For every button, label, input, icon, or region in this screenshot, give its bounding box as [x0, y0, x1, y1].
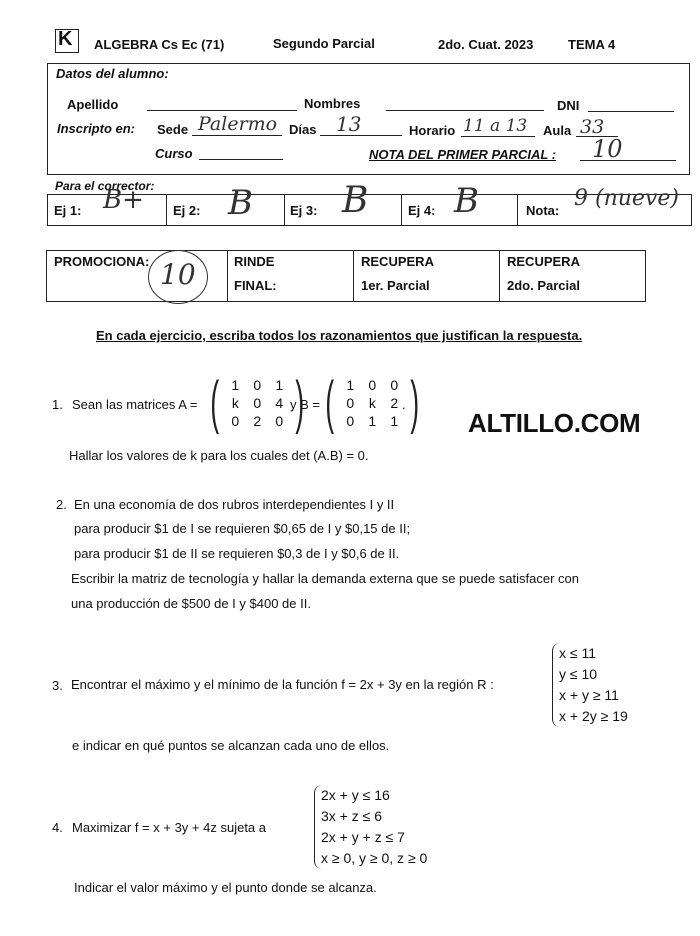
sede-line[interactable] — [192, 135, 282, 136]
curso-line[interactable] — [199, 159, 283, 160]
matrix-a: ( 1 0 1 k 0 4 0 2 0 ) — [210, 370, 305, 435]
q2-line3: para producir $1 de II se requieren $0,3 de I y $0,6 de II. — [74, 546, 400, 561]
horario-line[interactable] — [461, 136, 535, 137]
nombres-line[interactable] — [386, 110, 544, 111]
aula-value: 33 — [580, 116, 605, 138]
q3-constraints — [552, 643, 628, 727]
q4-text: Maximizar f = x + 3y + 4z sujeta a — [72, 820, 266, 835]
q4-c3: 2x + y + z ≤ 7 — [321, 829, 405, 845]
nota-primer-label: NOTA DEL PRIMER PARCIAL : — [369, 147, 557, 162]
exam-period: 2do. Cuat. 2023 — [438, 37, 534, 52]
aula-label: Aula — [543, 123, 572, 138]
ej2-value: B — [228, 183, 253, 223]
q3-c1: x ≤ 11 — [559, 645, 596, 661]
ej3-value: B — [342, 180, 369, 221]
q2-line2: para producir $1 de I se requieren $0,65 de I y $0,15 de II; — [74, 521, 411, 536]
inscripto-label: Inscripto en: — [57, 121, 136, 136]
recupera2-label: RECUPERA — [507, 254, 580, 269]
q4-constraints — [314, 785, 427, 869]
q2-line5: una producción de $500 de I y $400 de II. — [71, 596, 311, 611]
matrix-b: ( 1 0 0 0 k 2 0 1 1 ) — [325, 370, 420, 435]
corrector-title: Para el corrector: — [55, 179, 155, 193]
nota-primer-value: 10 — [592, 135, 623, 163]
promociona-label: PROMOCIONA: — [54, 254, 150, 269]
apellido-line[interactable] — [147, 110, 297, 111]
altillo-watermark: ALTILLO.COM — [468, 408, 641, 438]
q4-c2: 3x + z ≤ 6 — [321, 808, 382, 824]
q3-c2: y ≤ 10 — [559, 666, 598, 682]
exam-tema: TEMA 4 — [568, 37, 616, 52]
sede-label: Sede — [157, 122, 189, 137]
q3-c4: x + 2y ≥ 19 — [559, 708, 628, 724]
horario-label: Horario — [409, 123, 456, 138]
k-letter: K — [58, 28, 73, 50]
instruction-text: En cada ejercicio, escriba todos los razonamientos que justifican la respuesta. — [96, 328, 583, 343]
final-label: FINAL: — [234, 278, 277, 293]
q4-c4: x ≥ 0, y ≥ 0, z ≥ 0 — [321, 850, 428, 866]
rinde-label: RINDE — [234, 254, 275, 269]
dni-label: DNI — [557, 98, 580, 113]
ej2-label: Ej 2: — [173, 203, 201, 218]
recupera1-label: RECUPERA — [361, 254, 434, 269]
recupera1-sub: 1er. Parcial — [361, 278, 430, 293]
q2-line4: Escribir la matriz de tecnología y hallar la demanda externa que se puede satisfacer con — [71, 571, 580, 586]
course-title: ALGEBRA Cs Ec (71) — [94, 37, 225, 52]
ej4-value: B — [454, 181, 479, 221]
apellido-label: Apellido — [67, 97, 119, 112]
recupera2-sub: 2do. Parcial — [507, 278, 580, 293]
q1-intro: Sean las matrices A = — [72, 397, 198, 412]
q2-line1: En una economía de dos rubros interdependientes I y II — [74, 497, 395, 512]
nota-value: 9 (nueve) — [574, 186, 679, 211]
q1-number: 1. — [52, 397, 63, 412]
exam-title: Segundo Parcial — [273, 36, 375, 51]
q1-end: . — [402, 397, 406, 412]
q3-number: 3. — [52, 678, 63, 693]
nombres-label: Nombres — [304, 96, 361, 111]
promociona-value: 10 — [160, 258, 196, 291]
curso-label: Curso — [155, 146, 193, 161]
q4-tail: Indicar el valor máximo y el punto donde se alcanza. — [74, 880, 377, 895]
q3-text: Encontrar el máximo y el mínimo de la función f = 2x + 3y en la región R : — [71, 677, 494, 692]
q4-number: 4. — [52, 820, 63, 835]
q3-tail: e indicar en qué puntos se alcanzan cada uno de ellos. — [72, 738, 390, 753]
horario-value: 11 a 13 — [463, 116, 528, 136]
q1-task: Hallar los valores de k para los cuales det (A.B) = 0. — [69, 448, 369, 463]
ej1-label: Ej 1: — [54, 203, 82, 218]
nota-label: Nota: — [526, 203, 560, 218]
sede-value: Palermo — [198, 113, 278, 135]
q4-c1: 2x + y ≤ 16 — [321, 787, 390, 803]
ej3-label: Ej 3: — [290, 203, 318, 218]
dias-label: Días — [289, 122, 317, 137]
dni-line[interactable] — [588, 111, 674, 112]
q2-number: 2. — [56, 497, 67, 512]
dias-value: 13 — [336, 112, 362, 136]
student-section-title: Datos del alumno: — [56, 66, 169, 81]
ej4-label: Ej 4: — [408, 203, 436, 218]
ej1-value: B+ — [103, 185, 144, 215]
q3-c3: x + y ≥ 11 — [559, 687, 619, 703]
q1-and: y B = — [290, 397, 320, 412]
